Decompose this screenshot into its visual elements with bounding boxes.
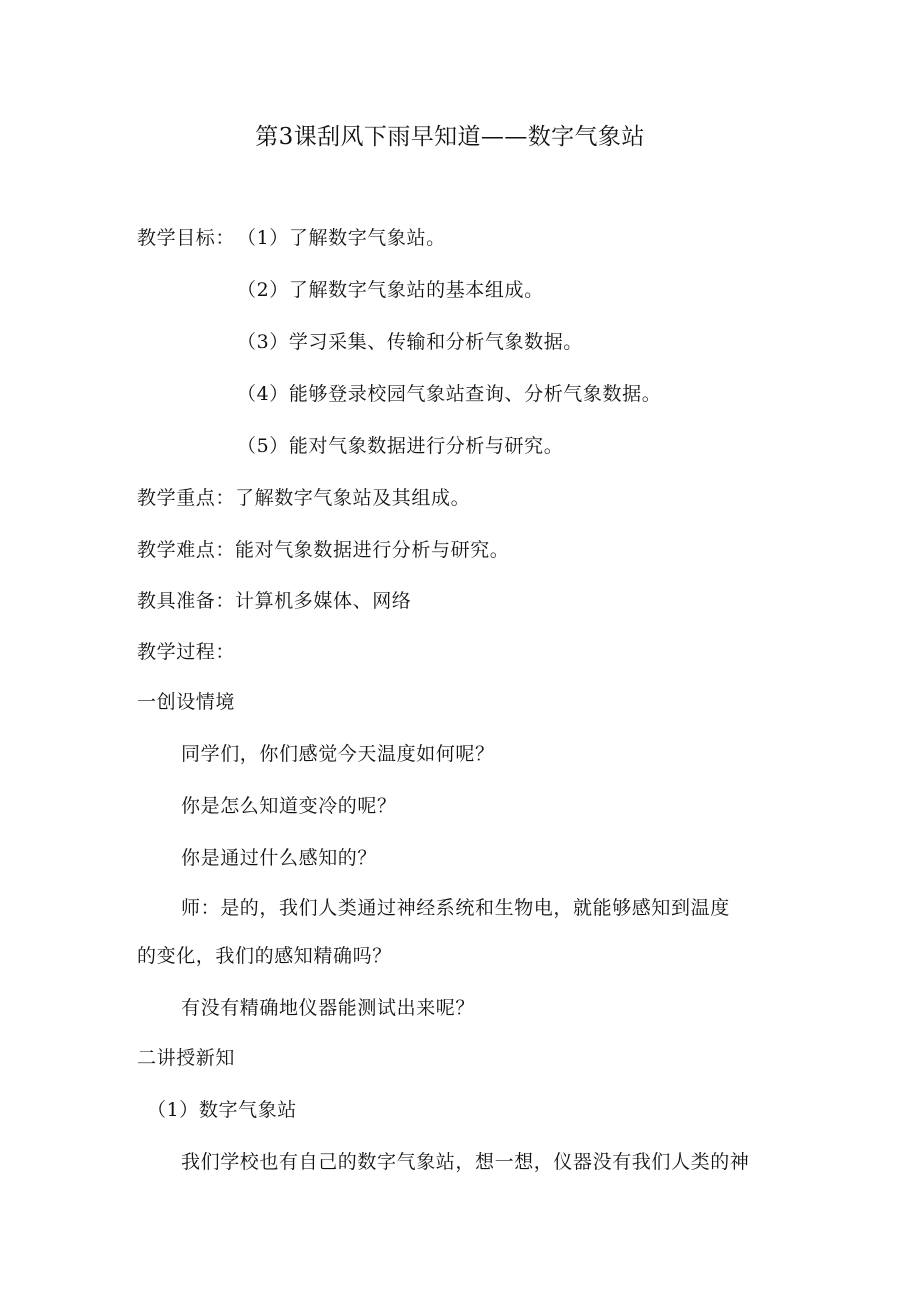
paragraph: 你是怎么知道变冷的呢？: [181, 795, 397, 817]
process-label: 教学过程：: [137, 641, 236, 663]
paragraph: 你是通过什么感知的？: [181, 847, 378, 869]
objective-item-4: （4）能够登录校园气象站查询、分析气象数据。: [237, 383, 662, 405]
objective-item-5: （5）能对气象数据进行分析与研究。: [237, 435, 564, 457]
key-point: 教学重点：了解数字气象站及其组成。: [137, 487, 471, 509]
materials: 教具准备：计算机多媒体、网络: [137, 590, 412, 612]
section-heading-2: 二讲授新知: [137, 1047, 236, 1069]
objectives-label: 教学目标：: [137, 227, 236, 249]
difficulty: 教学难点：能对气象数据进行分析与研究。: [137, 539, 510, 561]
paragraph: 有没有精确地仪器能测试出来呢？: [181, 997, 476, 1019]
paragraph: 我们学校也有自己的数字气象站，想一想，仪器没有我们人类的神: [181, 1151, 750, 1173]
paragraph: 同学们，你们感觉今天温度如何呢？: [181, 743, 495, 765]
section-heading-1: 一创设情境: [137, 691, 236, 713]
paragraph-continuation: 的变化，我们的感知精确吗？: [137, 945, 392, 967]
subsection-heading: （1）数字气象站: [147, 1099, 297, 1121]
objective-item-3: （3）学习采集、传输和分析气象数据。: [237, 331, 583, 353]
objective-item-1: （1）了解数字气象站。: [237, 227, 446, 249]
objective-item-2: （2）了解数字气象站的基本组成。: [237, 279, 544, 301]
page-title: [0, 121, 920, 153]
page-title-text: 第3课刮风下雨早知道——数字气象站: [255, 124, 645, 150]
paragraph: 师：是的，我们人类通过神经系统和生物电，就能够感知到温度: [181, 897, 730, 919]
